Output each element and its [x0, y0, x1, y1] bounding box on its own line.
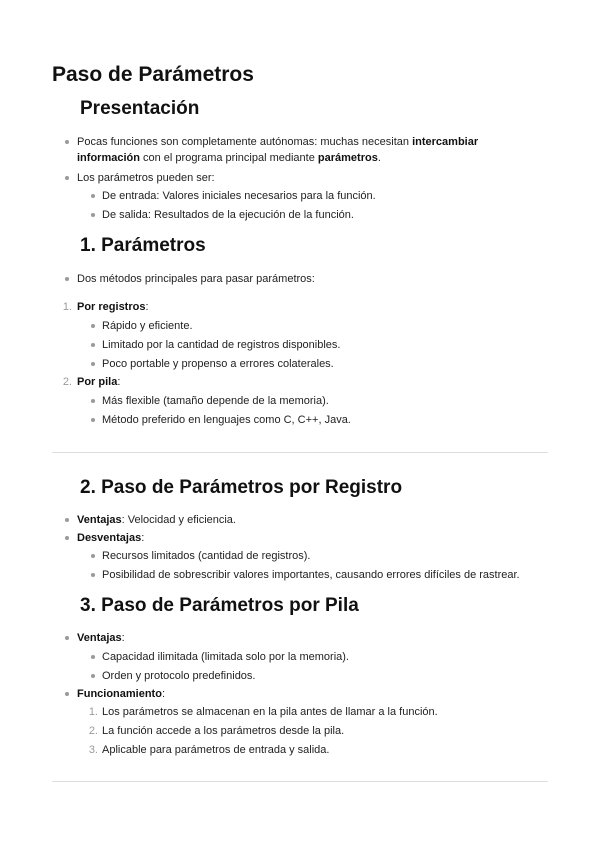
bullet-dot — [91, 655, 95, 659]
section-divider — [52, 452, 548, 453]
presentacion-sub1: De entrada: Valores iniciales necesarios para la función. — [102, 190, 376, 202]
parametros-m1-sub1: Rápido y eficiente. — [102, 320, 193, 332]
list-number: 1. — [62, 301, 72, 313]
pila-f2: La función accede a los parámetros desde la pila. — [102, 725, 345, 737]
bullet-dot — [91, 399, 95, 403]
bullet-dot — [91, 674, 95, 678]
parametros-method1: Por registros: — [77, 301, 149, 313]
bullet-dot — [65, 176, 69, 180]
presentacion-sub2: De salida: Resultados de la ejecución de la función. — [102, 209, 354, 221]
presentacion-item1-line1: Pocas funciones son completamente autónomas: muchas necesitan intercambiar — [77, 136, 479, 148]
heading-registro: 2. Paso de Parámetros por Registro — [80, 477, 403, 498]
list-number: 2. — [88, 725, 98, 737]
registro-d-sub2: Posibilidad de sobrescribir valores importantes, causando errores difíciles de rastrear. — [102, 569, 520, 581]
pila-funcionamiento: Funcionamiento: — [77, 688, 166, 700]
bullet-dot — [65, 536, 69, 540]
page-title: Paso de Parámetros — [52, 63, 254, 86]
list-number: 3. — [88, 744, 98, 756]
list-number: 2. — [62, 376, 72, 388]
registro-d-sub1: Recursos limitados (cantidad de registros). — [102, 550, 311, 562]
bullet-dot — [65, 692, 69, 696]
bullet-dot — [65, 277, 69, 281]
parametros-intro: Dos métodos principales para pasar parámetros: — [77, 273, 315, 285]
bullet-dot — [91, 554, 95, 558]
pila-ventajas: Ventajas: — [77, 632, 125, 644]
section-divider — [52, 781, 548, 782]
presentacion-item2: Los parámetros pueden ser: — [77, 172, 215, 184]
bullet-dot — [91, 362, 95, 366]
parametros-m1-sub3: Poco portable y propenso a errores colaterales. — [102, 358, 334, 370]
bullet-dot — [91, 573, 95, 577]
bullet-dot — [65, 518, 69, 522]
heading-parametros: 1. Parámetros — [80, 235, 206, 256]
pila-v-sub2: Orden y protocolo predefinidos. — [102, 670, 256, 682]
parametros-m2-sub2: Método preferido en lenguajes como C, C++, Java. — [102, 414, 351, 426]
list-number: 1. — [88, 706, 98, 718]
parametros-m1-sub2: Limitado por la cantidad de registros disponibles. — [102, 339, 341, 351]
bullet-dot — [91, 324, 95, 328]
registro-ventajas: Ventajas: Velocidad y eficiencia. — [77, 514, 236, 526]
registro-desventajas: Desventajas: — [77, 532, 145, 544]
bullet-dot — [91, 194, 95, 198]
bullet-dot — [65, 140, 69, 144]
bullet-dot — [91, 418, 95, 422]
heading-pila: 3. Paso de Parámetros por Pila — [80, 595, 359, 616]
pila-f1: Los parámetros se almacenan en la pila antes de llamar a la función. — [102, 706, 438, 718]
parametros-m2-sub1: Más flexible (tamaño depende de la memoria). — [102, 395, 329, 407]
bullet-dot — [65, 636, 69, 640]
pila-f3: Aplicable para parámetros de entrada y salida. — [102, 744, 330, 756]
heading-presentacion: Presentación — [80, 98, 200, 119]
bullet-dot — [91, 343, 95, 347]
pila-v-sub1: Capacidad ilimitada (limitada solo por la memoria). — [102, 651, 349, 663]
bullet-dot — [91, 213, 95, 217]
parametros-method2: Por pila: — [77, 376, 121, 388]
presentacion-item1-line2: información con el programa principal mediante parámetros. — [77, 152, 381, 164]
